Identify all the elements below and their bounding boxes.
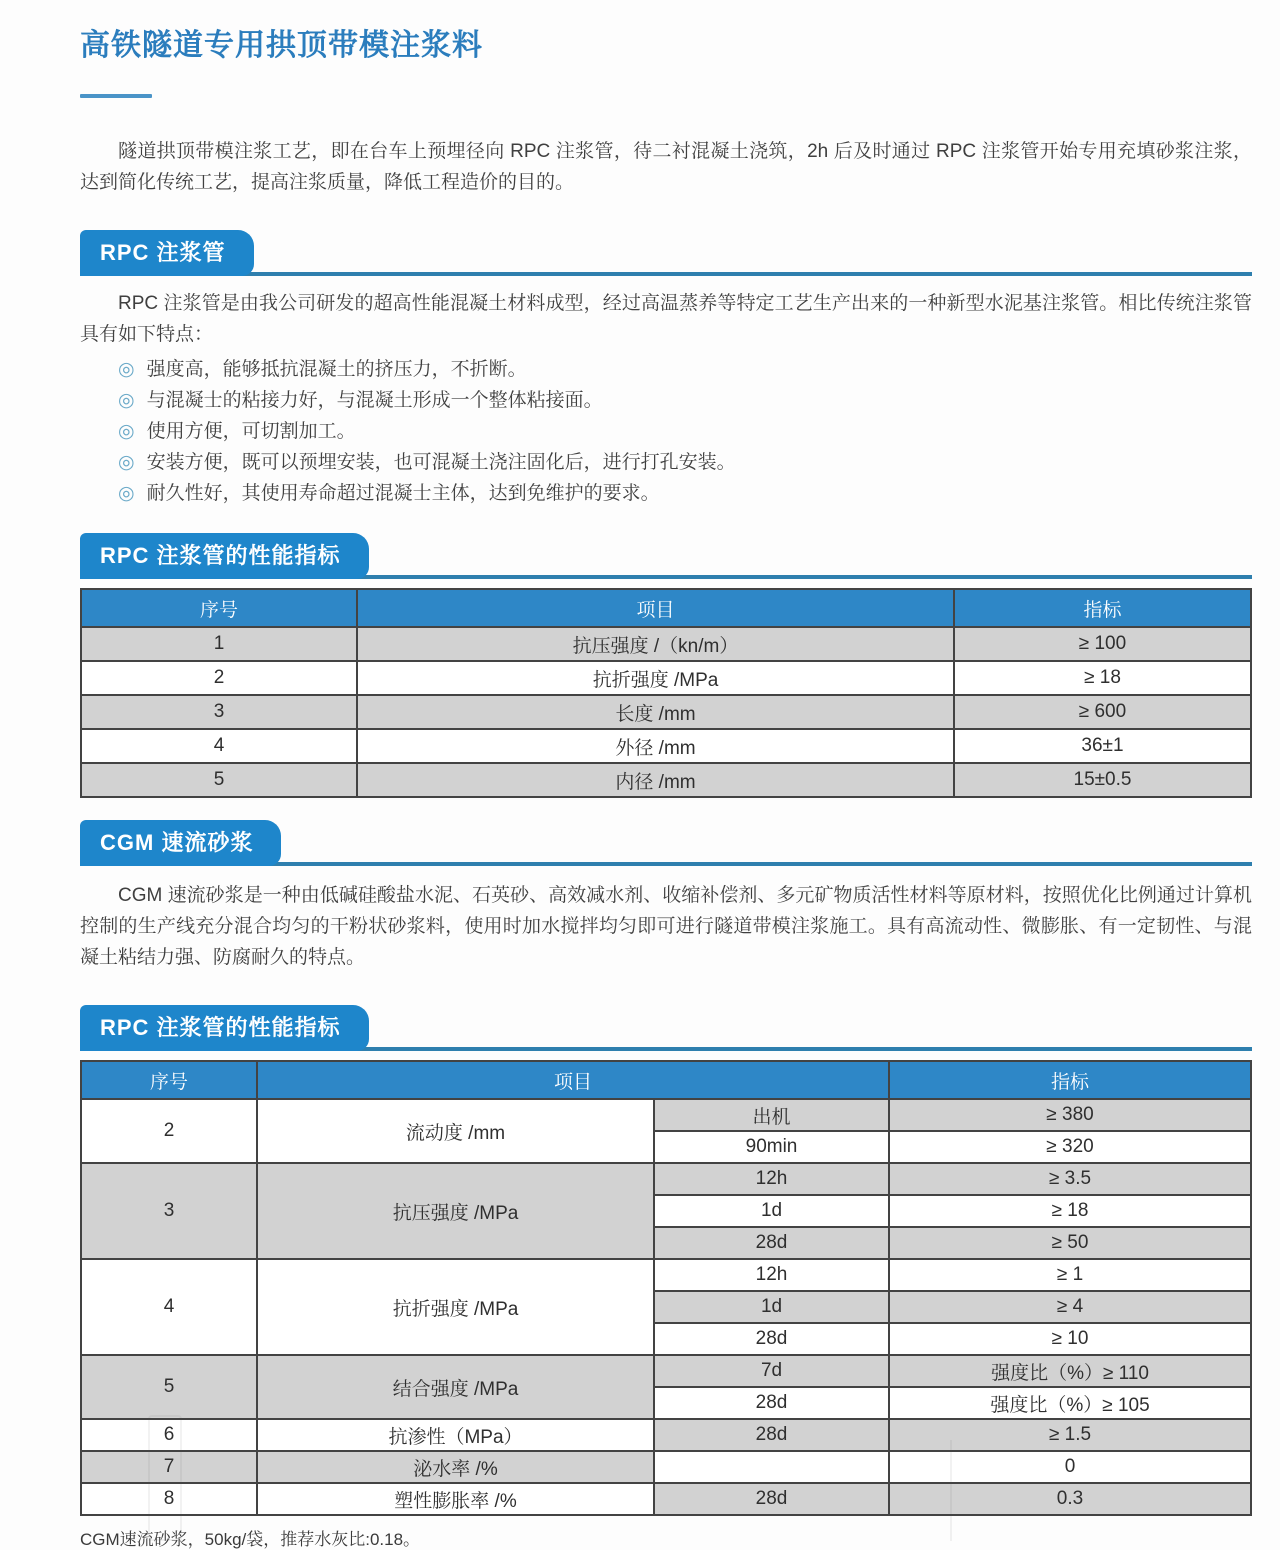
cell-value: 36±1 — [954, 729, 1251, 763]
cell-value: ≥ 1 — [889, 1259, 1251, 1291]
intro-paragraph: 隧道拱顶带模注浆工艺，即在台车上预埋径向 RPC 注浆管，待二衬混凝土浇筑，2h 后及时通过 RPC 注浆管开始专用充填砂浆注浆，达到简化传统工艺，提高注浆质量，降低工程造价的目的。 — [80, 141, 1252, 193]
cell-time: 1d — [654, 1291, 889, 1323]
table-row — [81, 1483, 1251, 1515]
table-row — [81, 695, 1251, 729]
table-row — [81, 661, 1251, 695]
cell-no: 3 — [81, 695, 357, 729]
bullet-text: 强度高，能够抵抗混凝土的挤压力，不折断。 — [146, 359, 527, 380]
content-column — [80, 0, 1252, 1550]
table-row — [81, 1163, 1251, 1195]
cell-value: ≥ 18 — [954, 661, 1251, 695]
title-underline — [80, 94, 152, 98]
cell-time: 28d — [654, 1419, 889, 1451]
cell-value: ≥ 4 — [889, 1291, 1251, 1323]
cell-value: 15±0.5 — [954, 763, 1251, 797]
col-header-value: 指标 — [889, 1061, 1251, 1099]
col-header-item: 项目 — [357, 589, 954, 627]
double-circle-bullet-icon: ◎ — [118, 483, 135, 504]
bullet-text: 耐久性好，其使用寿命超过混凝士主体，达到免维护的要求。 — [146, 483, 660, 504]
table-row — [81, 1355, 1251, 1387]
cell-item: 抗渗性（MPa） — [257, 1419, 654, 1451]
cell-time: 28d — [654, 1387, 889, 1419]
table-row — [81, 763, 1251, 797]
cell-no: 4 — [81, 729, 357, 763]
cell-item: 抗折强度 /MPa — [357, 661, 954, 695]
cell-time: 28d — [654, 1483, 889, 1515]
list-item — [118, 416, 1252, 447]
cell-no: 8 — [81, 1483, 257, 1515]
col-header-no: 序号 — [81, 589, 357, 627]
table-row — [81, 729, 1251, 763]
cell-no: 7 — [81, 1451, 257, 1483]
rpc-paragraph: RPC 注浆管是由我公司研发的超高性能混凝土材料成型，经过高温蒸养等特定工艺生产出来的一种新型水泥基注浆管。相比传统注浆管具有如下特点： — [80, 293, 1252, 345]
cell-no: 5 — [81, 763, 357, 797]
section-underline — [80, 272, 1252, 276]
col-header-no: 序号 — [81, 1061, 257, 1099]
cgm-spec-table — [80, 1060, 1252, 1516]
cell-item: 抗压强度 /（kn/m） — [357, 627, 954, 661]
cell-item: 抗压强度 /MPa — [257, 1163, 654, 1259]
cell-no: 2 — [81, 661, 357, 695]
cell-value: 强度比（%）≥ 110 — [889, 1355, 1251, 1387]
cell-value: ≥ 10 — [889, 1323, 1251, 1355]
double-circle-bullet-icon: ◎ — [118, 390, 135, 411]
col-header-item: 项目 — [257, 1061, 889, 1099]
footer-note: CGM速流砂浆，50kg/袋，推荐水灰比:0.18。 — [80, 1530, 421, 1549]
section-badge-rpc: RPC 注浆管 — [80, 230, 254, 276]
cell-time: 28d — [654, 1323, 889, 1355]
double-circle-bullet-icon: ◎ — [118, 359, 135, 380]
double-circle-bullet-icon: ◎ — [118, 421, 135, 442]
cell-item: 流动度 /mm — [257, 1099, 654, 1163]
cell-time: 出机 — [654, 1099, 889, 1131]
cell-no: 6 — [81, 1419, 257, 1451]
list-item — [118, 354, 1252, 385]
cell-no: 3 — [81, 1163, 257, 1259]
section-badge-cgm: CGM 速流砂浆 — [80, 820, 281, 866]
cell-time: 12h — [654, 1259, 889, 1291]
section-header-rpc-specs — [80, 533, 1252, 579]
list-item — [118, 447, 1252, 478]
cell-item: 塑性膨胀率 /% — [257, 1483, 654, 1515]
cell-value: 0 — [889, 1451, 1251, 1483]
cell-item: 抗折强度 /MPa — [257, 1259, 654, 1355]
cell-no: 4 — [81, 1259, 257, 1355]
cell-item: 长度 /mm — [357, 695, 954, 729]
bullet-text: 安装方便，既可以预埋安装，也可混凝土浇注固化后，进行打孔安装。 — [146, 452, 736, 473]
cell-value: ≥ 320 — [889, 1131, 1251, 1163]
cell-item: 外径 /mm — [357, 729, 954, 763]
cell-time: 28d — [654, 1227, 889, 1259]
list-item — [118, 385, 1252, 416]
page-title: 高铁隧道专用拱顶带模注浆料 — [80, 29, 483, 62]
section-header-cgm — [80, 820, 1252, 866]
cell-no: 2 — [81, 1099, 257, 1163]
bullet-text: 与混凝士的粘接力好，与混凝土形成一个整体粘接面。 — [146, 390, 603, 411]
cell-time: 1d — [654, 1195, 889, 1227]
rpc-spec-table — [80, 588, 1252, 798]
double-circle-bullet-icon: ◎ — [118, 452, 135, 473]
list-item — [118, 478, 1252, 509]
cell-value: ≥ 600 — [954, 695, 1251, 729]
cell-item: 结合强度 /MPa — [257, 1355, 654, 1419]
cell-value: ≥ 3.5 — [889, 1163, 1251, 1195]
cgm-paragraph: CGM 速流砂浆是一种由低碱硅酸盐水泥、石英砂、高效减水剂、收缩补偿剂、多元矿物质活性材料等原材料，按照优化比例通过计算机控制的生产线充分混合均匀的干粉状砂浆料，使用时加水搅拌均匀即可进行隧道带模注浆施工。具有高流动性、微膨胀、有一定韧性、与混凝土粘结力强、防腐耐久的特点。 — [80, 885, 1253, 968]
table-row — [81, 1259, 1251, 1291]
table-header-row — [81, 1061, 1251, 1099]
rpc-feature-list — [118, 354, 1252, 509]
cell-no: 1 — [81, 627, 357, 661]
section-badge-rpc-specs: RPC 注浆管的性能指标 — [80, 533, 369, 579]
section-header-cgm-specs — [80, 1005, 1252, 1051]
bullet-text: 使用方便，可切割加工。 — [146, 421, 356, 442]
cell-item: 泌水率 /% — [257, 1451, 654, 1483]
section-badge-cgm-specs: RPC 注浆管的性能指标 — [80, 1005, 369, 1051]
table-row — [81, 1419, 1251, 1451]
cell-time — [654, 1451, 889, 1483]
cell-value: ≥ 100 — [954, 627, 1251, 661]
cell-item: 内径 /mm — [357, 763, 954, 797]
table-header-row — [81, 589, 1251, 627]
cell-no: 5 — [81, 1355, 257, 1419]
cell-value: ≥ 18 — [889, 1195, 1251, 1227]
cell-value: 强度比（%）≥ 105 — [889, 1387, 1251, 1419]
table-row — [81, 627, 1251, 661]
table-row — [81, 1099, 1251, 1131]
cell-value: 0.3 — [889, 1483, 1251, 1515]
cell-time: 90min — [654, 1131, 889, 1163]
col-header-value: 指标 — [954, 589, 1251, 627]
table-row — [81, 1451, 1251, 1483]
section-header-rpc — [80, 230, 1252, 276]
cell-time: 7d — [654, 1355, 889, 1387]
cell-value: ≥ 1.5 — [889, 1419, 1251, 1451]
cell-value: ≥ 50 — [889, 1227, 1251, 1259]
cell-time: 12h — [654, 1163, 889, 1195]
cell-value: ≥ 380 — [889, 1099, 1251, 1131]
